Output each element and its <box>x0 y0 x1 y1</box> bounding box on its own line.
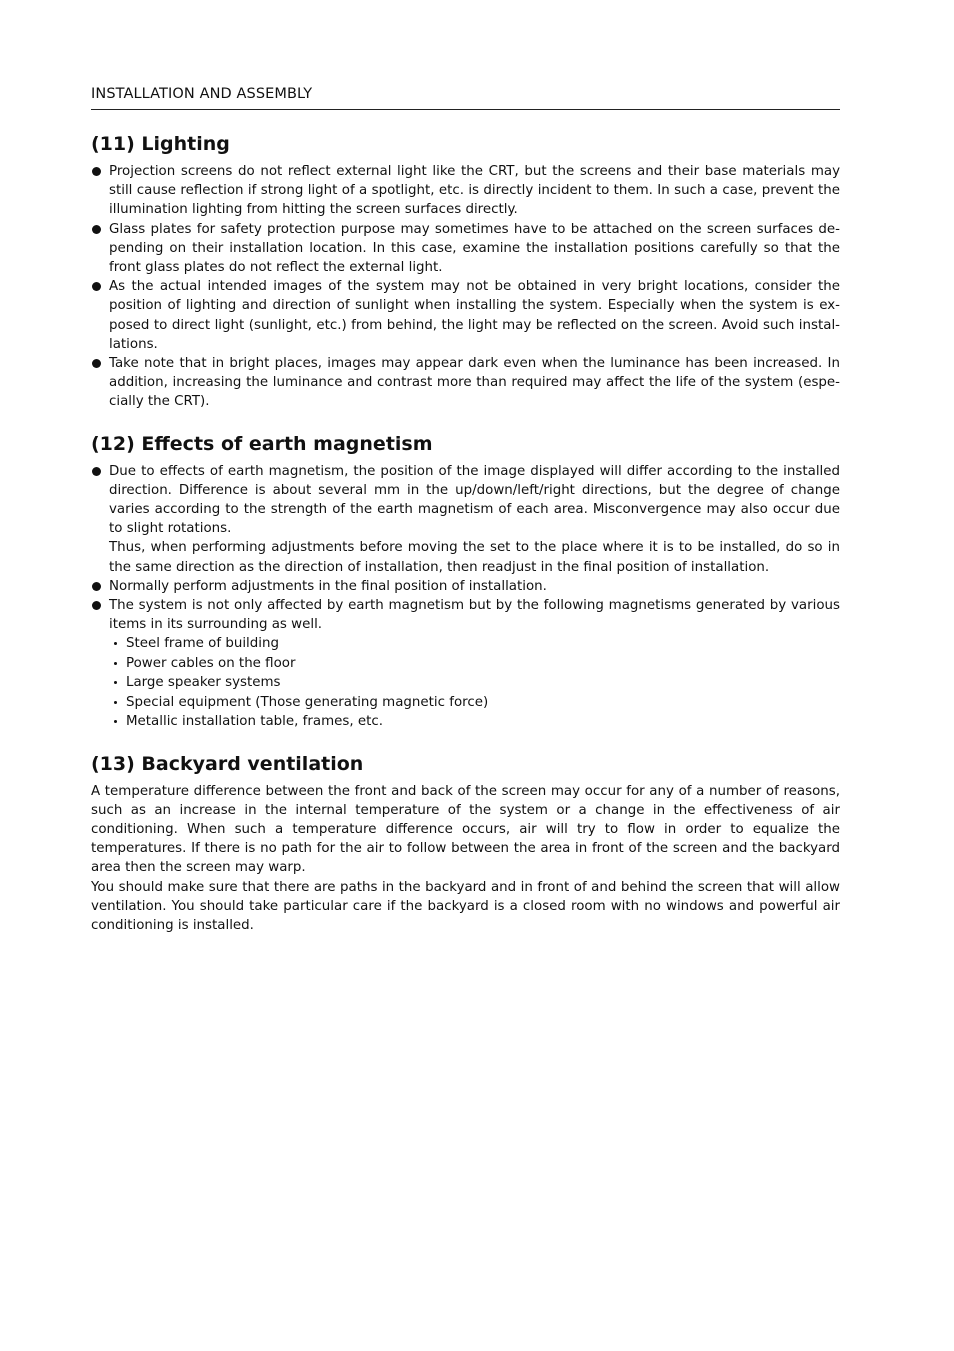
sub-item <box>109 712 840 731</box>
list-item <box>91 277 840 354</box>
bullet-dot-icon <box>92 225 101 234</box>
bullet-text: The system is not only affected by earth magnetism but by the following magnetisms generated by various items in its surrounding as well. <box>109 598 840 633</box>
sub-item-text: Large speaker systems <box>126 675 281 691</box>
bullet-text: Glass plates for safety protection purpose may sometimes have to be attached on the screen surfaces de-pending on their installation location. In this case, examine the installation positions carefully so that the front glass plates do not reflect the external light. <box>109 221 840 276</box>
list-item <box>91 462 840 577</box>
sub-item <box>109 654 840 673</box>
document-page <box>91 86 840 955</box>
list-item <box>91 354 840 412</box>
sub-item-text: Power cables on the floor <box>126 655 296 671</box>
body-paragraph: A temperature difference between the front and back of the screen may occur for any of a number of reasons, such as an increase in the internal temperature of the system or a change in the effectiveness of air conditioning. When such a temperature difference occurs, air will try to flow in order to equalize the temperatures. If there is no path for the air to follow between the area in front of the screen and the backyard area then the screen may warp. <box>91 783 840 876</box>
bullet-dot-icon <box>92 359 101 368</box>
bullet-continuation: Thus, when performing adjustments before moving the set to the place where it is to be installed, do so in the same direction as the direction of installation, then readjust in the final position of installation. <box>109 540 840 575</box>
section-lighting <box>91 132 840 412</box>
running-head: INSTALLATION AND ASSEMBLY <box>91 86 840 110</box>
section-earth-magnetism <box>91 432 840 732</box>
sub-item <box>109 693 840 712</box>
small-bullet-icon <box>114 681 117 684</box>
sub-item <box>109 673 840 692</box>
small-bullet-icon <box>114 662 117 665</box>
bullet-dot-icon <box>92 167 101 176</box>
bullet-dot-icon <box>92 282 101 291</box>
bullet-dot-icon <box>92 601 101 610</box>
small-bullet-icon <box>114 720 117 723</box>
bullet-list <box>91 162 840 412</box>
bullet-dot-icon <box>92 582 101 591</box>
section-title: (13) Backyard ventilation <box>91 752 364 775</box>
bullet-text: Take note that in bright places, images may appear dark even when the luminance has been increased. In addition, increasing the luminance and contrast more than required may affect the life of the system (espe-cially the CRT). <box>109 356 840 410</box>
body-paragraph: You should make sure that there are paths in the backyard and in front of and behind the screen that will allow ventilation. You should take particular care if the backyard is a closed room with no windows and powerful air conditioning is installed. <box>91 879 840 933</box>
list-item <box>91 162 840 220</box>
list-item <box>91 577 840 596</box>
sub-list <box>91 634 840 731</box>
list-item <box>91 596 840 634</box>
small-bullet-icon <box>114 701 117 704</box>
sub-item-text: Metallic installation table, frames, etc. <box>126 714 383 730</box>
small-bullet-icon <box>114 642 117 645</box>
list-item <box>91 220 840 278</box>
section-backyard-ventilation <box>91 752 840 936</box>
section-title: (12) Effects of earth magnetism <box>91 432 433 455</box>
bullet-text: Due to effects of earth magnetism, the position of the image displayed will differ according to the installed direction. Difference is about several mm in the up/down/left/right directions, but the degree of change varies according to the strength of the earth magnetism of each area. Misconvergence may also occur due to slight rotations. <box>109 463 840 537</box>
sub-item-text: Special equipment (Those generating magnetic force) <box>126 694 489 710</box>
bullet-list <box>91 462 840 635</box>
bullet-dot-icon <box>92 467 101 476</box>
bullet-text: Projection screens do not reflect external light like the CRT, but the screens and their base materials may still cause reflection if strong light of a spotlight, etc. is directly incident to them. In such a case, prevent the illumination lighting from hitting the screen surfaces directly. <box>109 164 840 218</box>
bullet-text: As the actual intended images of the system may not be obtained in very bright locations, consider the position of lighting and direction of sunlight when installing the system. Especially when the system is ex-posed to direct light (sunlight, etc.) from behind, the light may be reflected on the screen. Avoid such instal-lations. <box>109 279 840 352</box>
section-title: (11) Lighting <box>91 133 230 155</box>
sub-item-text: Steel frame of building <box>126 636 279 652</box>
sub-item <box>109 634 840 653</box>
bullet-text: Normally perform adjustments in the final position of installation. <box>109 578 547 594</box>
